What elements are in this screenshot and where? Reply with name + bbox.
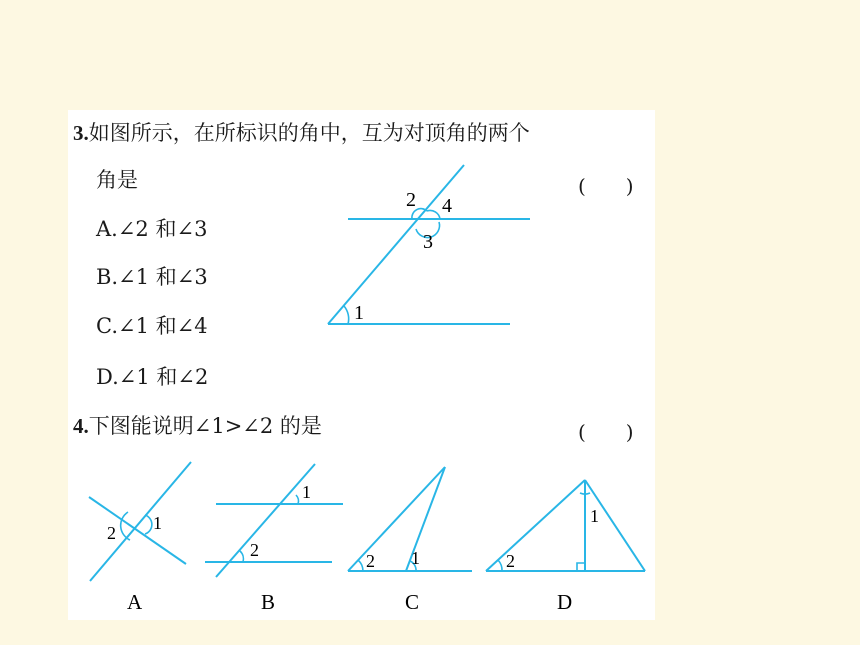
q3-answer-paren: ( ) — [578, 174, 634, 198]
q4a-label-1: 1 — [153, 513, 162, 533]
q4d-label-1: 1 — [590, 506, 599, 526]
q4c-caption: C — [405, 590, 420, 614]
q4d-label-2: 2 — [506, 551, 515, 571]
q4b-label-2: 2 — [250, 540, 259, 560]
q4-stem — [73, 416, 322, 437]
q4a-line2 — [90, 462, 191, 581]
q4a-caption: A — [127, 590, 143, 614]
q4b-transversal — [216, 464, 315, 577]
q4-answer-paren: ( ) — [578, 420, 634, 444]
q4a-arc-1 — [145, 515, 152, 534]
q4a-line1 — [89, 497, 186, 564]
q3-label-4: 4 — [442, 195, 452, 217]
q4-figures — [68, 450, 655, 620]
q4-figure-b[interactable] — [205, 464, 343, 614]
q3-stem-line1 — [73, 123, 530, 144]
q3-option-b[interactable]: B.∠1 和∠3 — [96, 265, 208, 289]
q4b-label-1: 1 — [302, 482, 311, 502]
q4c-side-left — [348, 467, 445, 571]
q3-label-3: 3 — [423, 231, 433, 253]
q4-number: 4. — [73, 414, 89, 438]
q3-option-a[interactable]: A.∠2 和∠3 — [96, 217, 208, 241]
q4b-arc-2 — [240, 551, 243, 562]
q4-figure-d[interactable] — [486, 480, 645, 614]
q4-figure-a[interactable] — [89, 462, 191, 614]
q3-stem-text: 如图所示，在所标识的角中，互为对顶角的两个 — [88, 121, 530, 145]
q3-number: 3. — [73, 121, 89, 145]
q4-figure-c[interactable] — [348, 467, 472, 614]
q4d-right-angle-mark — [577, 563, 585, 571]
q3-stem-line2: 角是 — [96, 168, 138, 192]
q4c-arc-2 — [358, 560, 363, 571]
q3-angle-arc-4 — [427, 211, 440, 219]
q4b-caption: B — [261, 590, 276, 614]
q3-option-c[interactable]: C.∠1 和∠4 — [96, 314, 208, 338]
q3-transversal — [328, 165, 464, 324]
q3-option-d[interactable]: D.∠1 和∠2 — [96, 365, 209, 389]
q4d-arc-2 — [498, 560, 502, 571]
q4b-arc-1 — [296, 495, 298, 504]
q4-stem-text: 下图能说明∠1>∠2 的是 — [88, 414, 322, 438]
q3-angle-arc-1 — [344, 306, 349, 324]
q4d-side-left — [486, 480, 585, 571]
q3-figure — [318, 160, 558, 330]
q4d-caption: D — [557, 590, 573, 614]
q3-label-2: 2 — [406, 189, 416, 211]
q3-label-1: 1 — [354, 302, 364, 324]
q4c-label-1: 1 — [411, 548, 420, 568]
q4a-label-2: 2 — [107, 523, 116, 543]
question-card — [68, 110, 655, 620]
q4c-label-2: 2 — [366, 551, 375, 571]
